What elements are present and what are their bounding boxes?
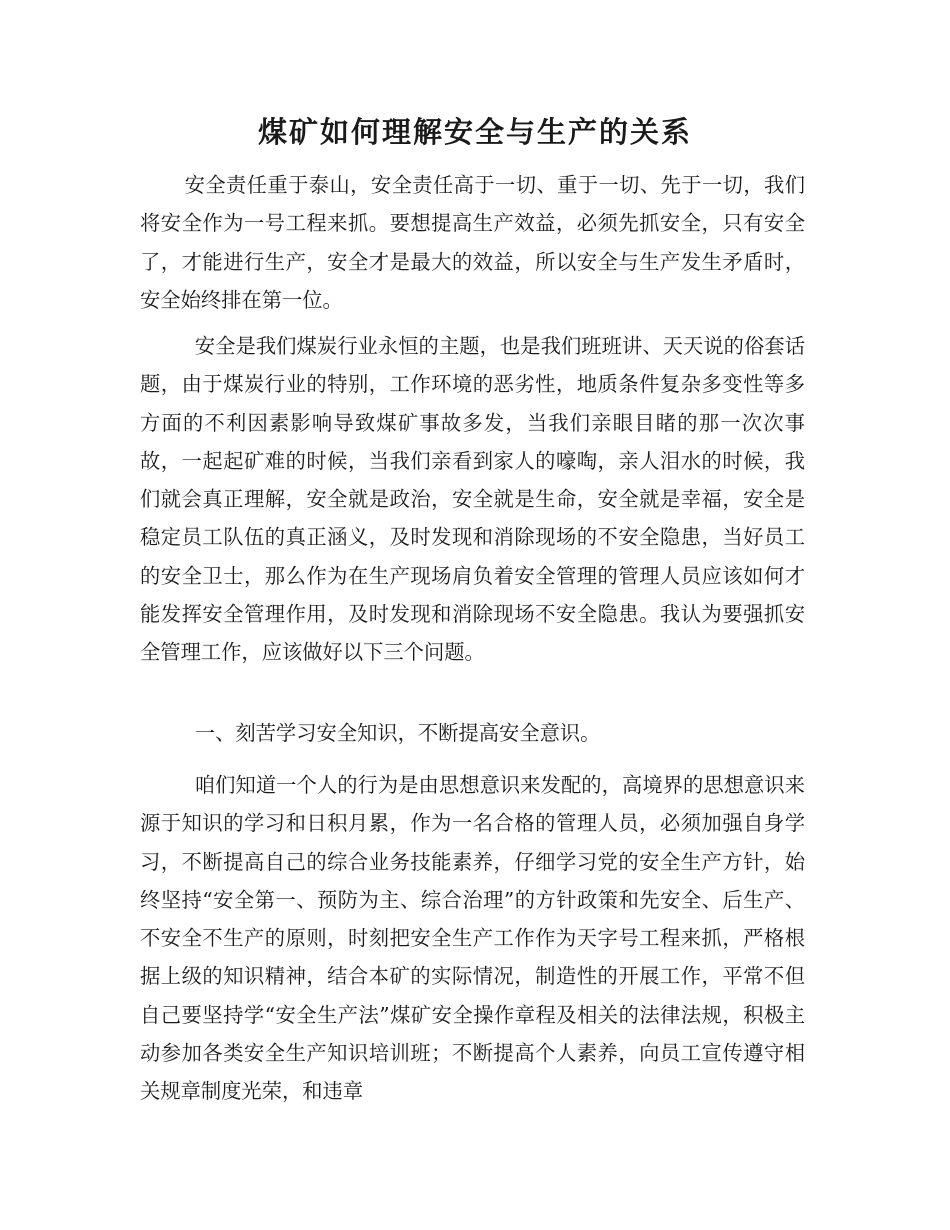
section-heading-1: 一、刻苦学习安全知识，不断提高安全意识。 <box>194 721 601 745</box>
paragraph-1: 安全责任重于泰山，安全责任高于一切、重于一切、先于一切，我们将安全作为一号工程来抓。要想提高生产效益，必须先抓安全，只有安全了，才能进行生产，安全才是最大的效益，所以安全与生产发生矛盾时，安全始终排在第一位。 <box>140 173 805 312</box>
paragraph-2: 安全是我们煤炭行业永恒的主题，也是我们班班讲、天天说的俗套话题，由于煤炭行业的特别，工作环境的恶劣性，地质条件复杂多变性等多方面的不利因素影响导致煤矿事故多发，当我们亲眼目睹的那一次次事故，一起起矿难的时候，当我们亲看到家人的嚎啕，亲人泪水的时候，我们就会真正理解，安全就是政治，安全就是生命，安全就是幸福，安全是稳定员工队伍的真正涵义，及时发现和消除现场的不安全隐患，当好员工的安全卫士，那么作为在生产现场肩负着安全管理的管理人员应该如何才能发挥安全管理作用，及时发现和消除现场不安全隐患。我认为要强抓安全管理工作，应该做好以下三个问题。 <box>140 334 805 665</box>
document-title: 煤矿如何理解安全与生产的关系 <box>257 115 692 149</box>
paragraph-3: 咱们知道一个人的行为是由思想意识来发配的，高境界的思想意识来源于知识的学习和日积月累，作为一名合格的管理人员，必须加强自身学习，不断提高自己的综合业务技能素养，仔细学习党的安全生产方针，始终坚持“安全第一、预防为主、综合治理”的方针政策和先安全、后生产、不安全不生产的原则，时刻把安全生产工作作为天字号工程来抓，严格根据上级的知识精神，结合本矿的实际情况，制造性的开展工作，平常不但自己要坚持学“安全生产法”煤矿安全操作章程及相关的法律法规，积极主动参加各类安全生产知识培训班；不断提高个人素养，向员工宣传遵守相关规章制度光荣，和违章 <box>140 773 805 1104</box>
